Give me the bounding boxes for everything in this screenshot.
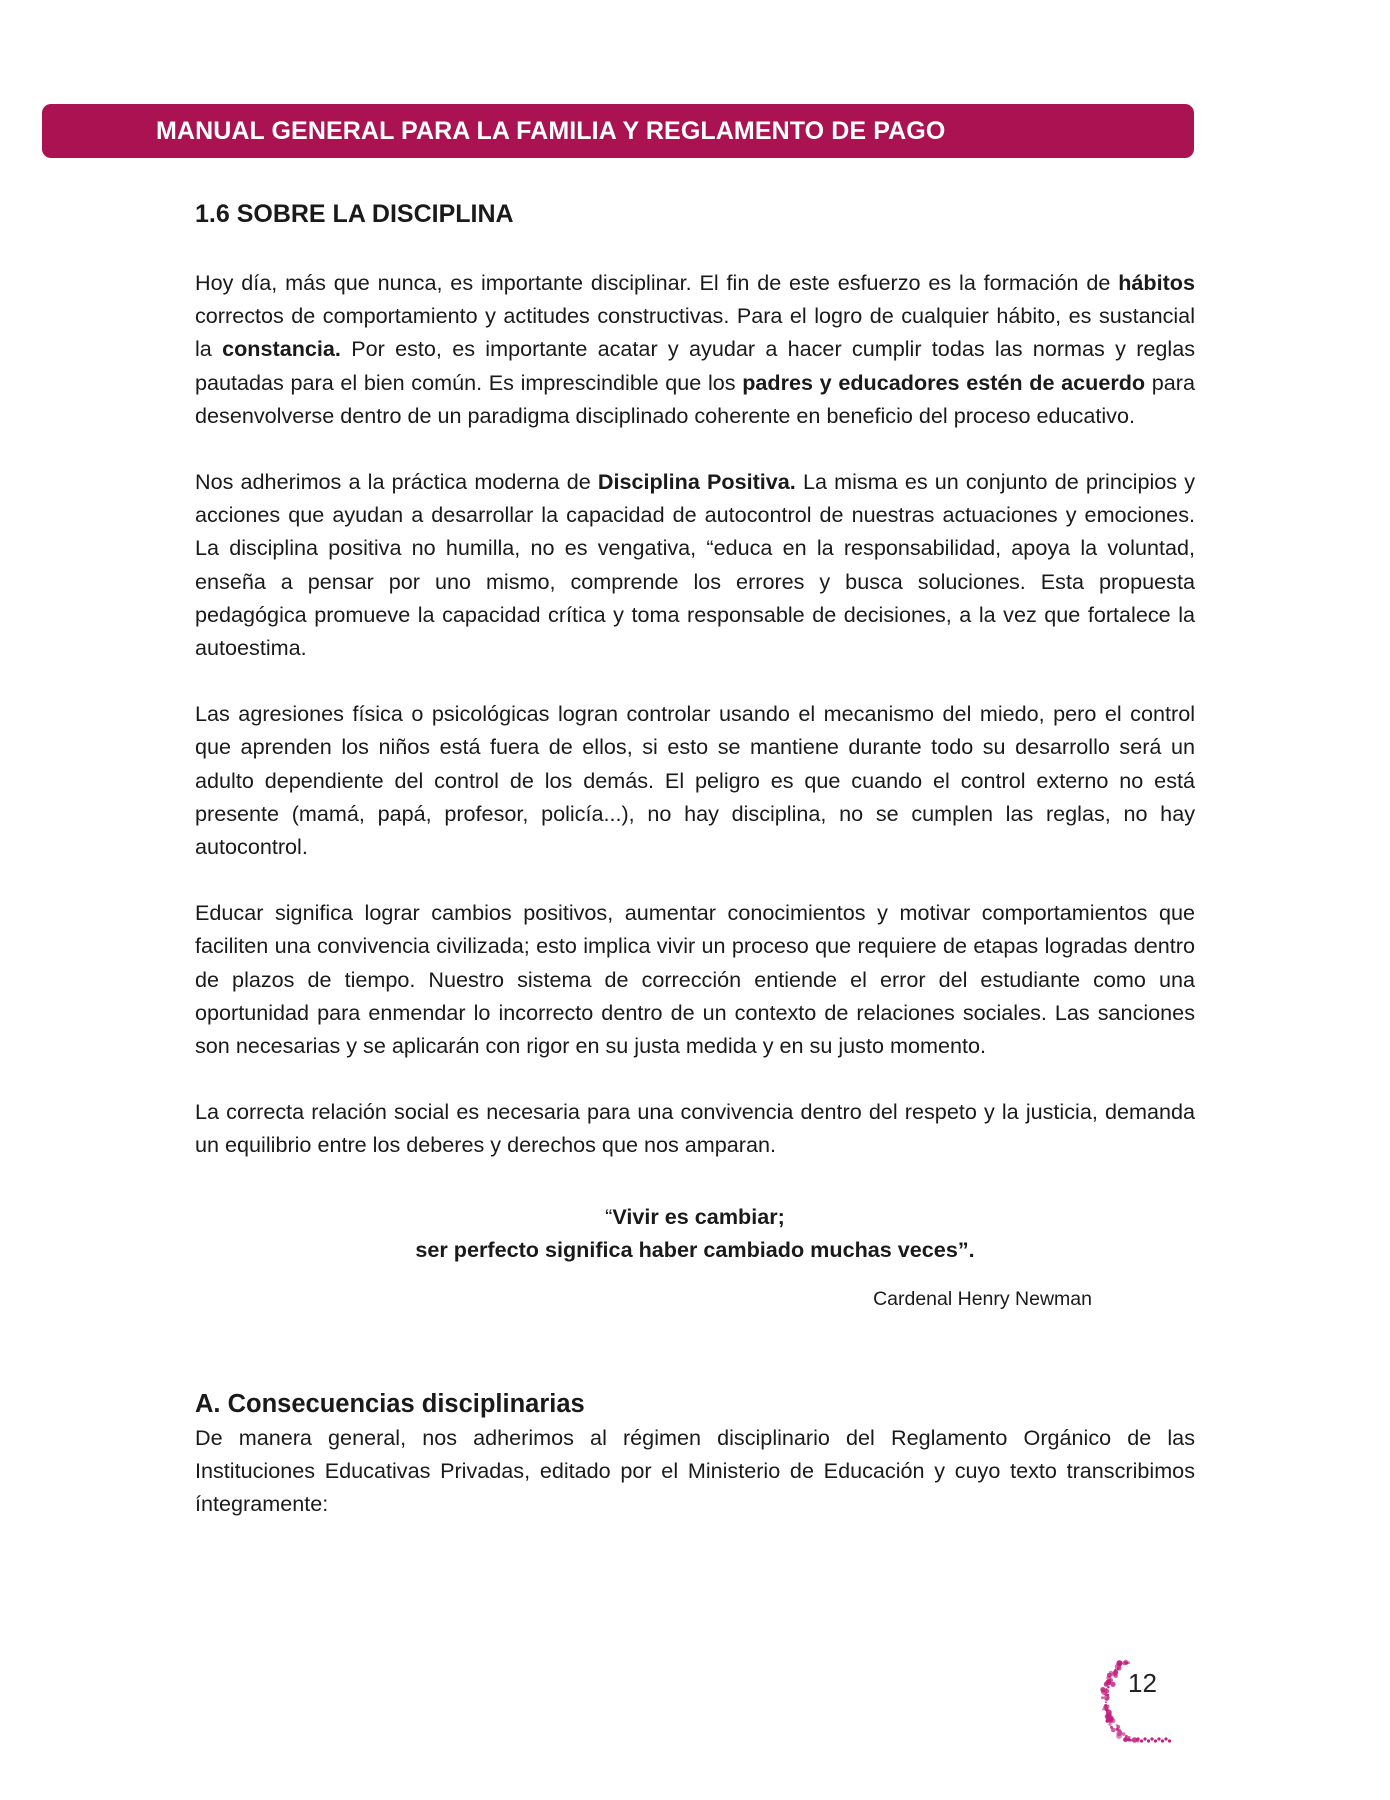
p1-text-e: para desenvolverse dentro de un paradigma disciplinado coherente en beneficio del proceso educativo.: [195, 369, 1195, 428]
subsection-paragraph: De manera general, nos adherimos al régimen disciplinario del Reglamento Orgánico de las Instituciones Educativas Privadas, editado por el Ministerio de Educación y cuyo texto transcribimos íntegramente:: [195, 1424, 1195, 1517]
page-number: 12: [1128, 1668, 1157, 1698]
header-bar: [42, 104, 1194, 158]
quote-open-mark: “: [605, 1203, 613, 1229]
section-title: 1.6 SOBRE LA DISCIPLINA: [195, 200, 514, 228]
p1-bold-constancia: constancia.: [222, 336, 341, 362]
paragraph-social-relation: La correcta relación social es necesaria para una convivencia dentro del respeto y la justicia, demanda un equilibrio entre los deberes y derechos que nos amparan.: [195, 1099, 1195, 1158]
p1-bold-habitos: hábitos: [1118, 270, 1195, 295]
p2-text-a: Nos adherimos a la práctica moderna de: [195, 469, 598, 495]
p2-text-c: La misma es un conjunto de principios y acciones que ayudan a desarrollar la capacidad de autocontrol de nuestras actuaciones y emociones. La disciplina positiva no humilla, no es vengativa, “educa en la responsabilidad, apoya la voluntad, enseña a pensar por uno mismo, comprende los errores y busca soluciones. Esta propuesta pedagógica promueve la capacidad crítica y toma responsable de decisiones, a la vez que fortalece la autoestima.: [195, 469, 1196, 661]
p1-text-d: Por esto, es importante acatar y ayudar a hacer cumplir todas las normas y reglas pautadas para el bien común. Es imprescindible que los: [195, 336, 1196, 395]
paragraph-positive-discipline: [195, 465, 1195, 664]
quote-line-1-text: Vivir es cambiar;: [612, 1203, 785, 1229]
p1-bold-padres: padres y educadores estén de acuerdo: [742, 369, 1146, 395]
page-content: [195, 196, 1195, 1520]
p1-text-c: correctos de comportamiento y actitudes constructivas. Para el logro de cualquier hábito, es sustancial la: [195, 303, 1195, 362]
p1-text-a: Hoy día, más que nunca, es importante disciplinar. El fin de este esfuerzo es la formación de: [195, 270, 1119, 295]
quote: [195, 1200, 1195, 1266]
quote-author: Cardenal Henry Newman: [873, 1287, 1092, 1310]
subsection-title: A. Consecuencias disciplinarias: [195, 1389, 585, 1418]
header-title: MANUAL GENERAL PARA LA FAMILIA Y REGLAMENTO DE PAGO: [156, 116, 946, 145]
quote-line-1: [195, 1200, 1195, 1233]
quote-line-2: ser perfecto significa haber cambiado muchas veces”.: [415, 1236, 975, 1262]
paragraph-habits: [195, 266, 1195, 432]
paragraph-aggressions: Las agresiones física o psicológicas logran controlar usando el mecanismo del miedo, pero el control que aprenden los niños está fuera de ellos, si esto se mantiene durante todo su desarrollo será un adulto dependiente del control de los demás. El peligro es que cuando el control externo no está presente (mamá, papá, profesor, policía...), no hay disciplina, no se cumplen las reglas, no hay autocontrol.: [195, 701, 1195, 860]
paragraph-educate: Educar significa lograr cambios positivos, aumentar conocimientos y motivar comportamientos que faciliten una convivencia civilizada; esto implica vivir un proceso que requiere de etapas logradas dentro de plazos de tiempo. Nuestro sistema de corrección entiende el error del estudiante como una oportunidad para enmendar lo incorrecto dentro de un contexto de relaciones sociales. Las sanciones son necesarias y se aplicarán con rigor en su justa medida y en su justo momento.: [195, 900, 1195, 1059]
p2-bold-disciplina-positiva: Disciplina Positiva.: [597, 469, 796, 495]
